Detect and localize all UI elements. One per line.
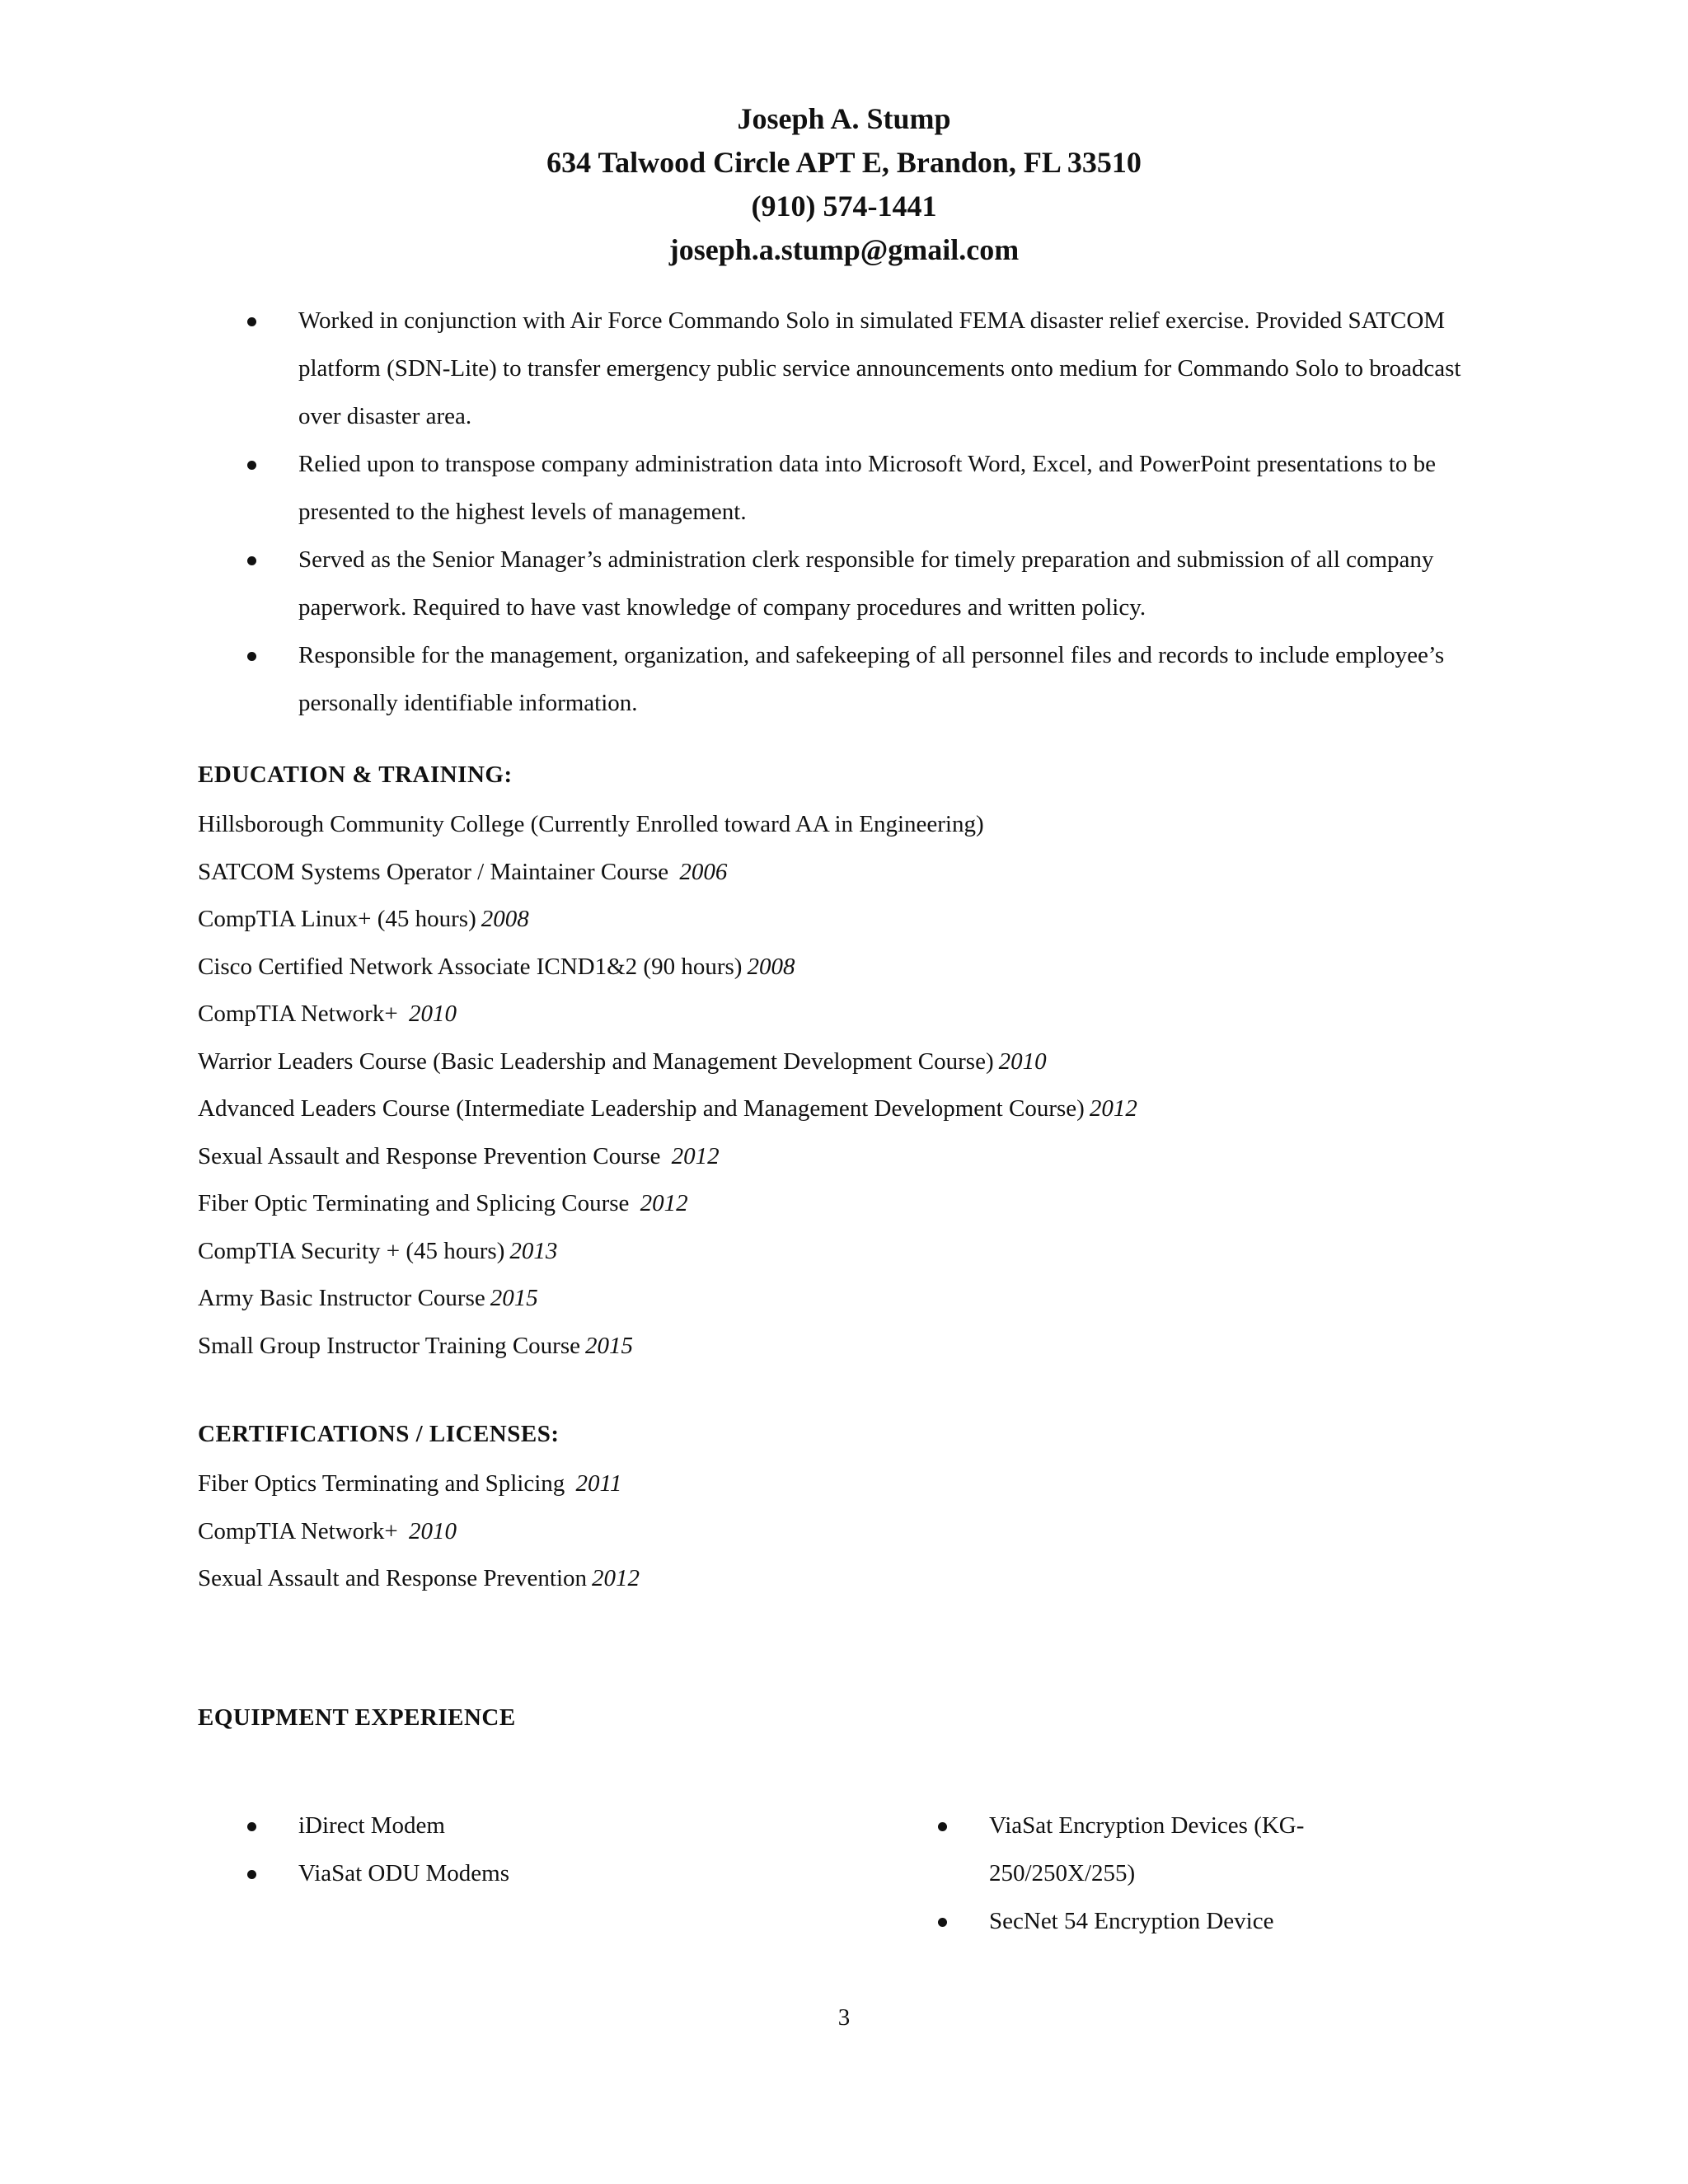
bullet-icon — [247, 1870, 256, 1879]
education-item-text: Army Basic Instructor Course — [198, 1285, 485, 1311]
education-item — [198, 849, 1517, 897]
education-item — [198, 944, 1517, 991]
equipment-item — [938, 1802, 1375, 1897]
education-item-text: Hillsborough Community College (Currently Enrolled toward AA in Engineering) — [198, 811, 984, 837]
bullet-icon — [938, 1918, 947, 1927]
certification-item — [198, 1460, 1517, 1508]
education-item — [198, 991, 1517, 1038]
certifications-list — [198, 1460, 1517, 1603]
equipment-item — [247, 1802, 890, 1849]
education-item — [198, 1133, 1517, 1181]
equipment-item-text: ViaSat ODU Modems — [298, 1860, 510, 1886]
education-item — [198, 1275, 1517, 1323]
equipment-item — [247, 1849, 890, 1897]
candidate-address: 634 Talwood Circle APT E, Brandon, FL 33510 — [546, 146, 1142, 179]
education-item — [198, 1038, 1517, 1086]
education-item-year: 2012 — [1089, 1095, 1137, 1122]
education-item — [198, 1085, 1517, 1133]
education-item-year: 2010 — [998, 1047, 1047, 1075]
experience-bullet-text: Relied upon to transpose company administration data into Microsoft Word, Excel, and PowerPoint presentations to be presented to the highest levels of management. — [298, 451, 1437, 525]
resume-header — [0, 97, 1688, 272]
certification-item-text: Fiber Optics Terminating and Splicing — [198, 1470, 571, 1497]
education-item-year: 2008 — [747, 953, 795, 980]
equipment-section-title: EQUIPMENT EXPERIENCE — [198, 1704, 516, 1731]
education-item-text: SATCOM Systems Operator / Maintainer Course — [198, 858, 675, 885]
experience-bullet-list — [247, 297, 1500, 727]
education-item-text: Small Group Instructor Training Course — [198, 1332, 580, 1359]
equipment-list-left — [247, 1802, 890, 1897]
certification-item-year: 2011 — [575, 1470, 622, 1497]
education-item-text: CompTIA Security + (45 hours) — [198, 1237, 505, 1264]
bullet-icon — [247, 556, 256, 565]
equipment-item — [938, 1897, 1375, 1945]
experience-bullet — [247, 536, 1500, 631]
education-item-year: 2015 — [585, 1332, 633, 1359]
certifications-section-title: CERTIFICATIONS / LICENSES: — [198, 1421, 560, 1447]
page-number: 3 — [837, 2004, 851, 2031]
certification-item-year: 2012 — [592, 1565, 640, 1591]
experience-bullet-text: Responsible for the management, organization, and safekeeping of all personnel files and records to include employee’s personally identifiable information. — [298, 642, 1445, 716]
education-item — [198, 1180, 1517, 1228]
education-item — [198, 801, 1517, 849]
education-item — [198, 1323, 1517, 1371]
experience-bullet — [247, 440, 1500, 536]
education-item-text: CompTIA Network+ — [198, 1001, 404, 1027]
certification-item — [198, 1508, 1517, 1556]
experience-bullet — [247, 631, 1500, 727]
education-item-text: Fiber Optic Terminating and Splicing Course — [198, 1190, 635, 1216]
education-item-year: 2010 — [408, 1001, 457, 1027]
education-item-text: Sexual Assault and Response Prevention Course — [198, 1142, 667, 1169]
education-item-text: CompTIA Linux+ (45 hours) — [198, 906, 476, 932]
certification-item-text: CompTIA Network+ — [198, 1517, 404, 1544]
education-item-year: 2012 — [640, 1190, 688, 1216]
equipment-item-text: ViaSat Encryption Devices (KG-250/250X/255) — [989, 1812, 1305, 1886]
bullet-icon — [938, 1822, 947, 1831]
equipment-item-text: iDirect Modem — [298, 1812, 445, 1839]
education-section-title: EDUCATION & TRAINING: — [198, 762, 513, 788]
education-item — [198, 896, 1517, 944]
certification-item-text: Sexual Assault and Response Prevention — [198, 1565, 588, 1591]
experience-bullet — [247, 297, 1500, 440]
education-item-year: 2008 — [481, 906, 529, 932]
education-list — [198, 801, 1517, 1370]
education-item-text: Warrior Leaders Course (Basic Leadership and Management Development Course) — [198, 1047, 994, 1075]
bullet-icon — [247, 317, 256, 326]
education-item — [198, 1228, 1517, 1276]
equipment-item-text: SecNet 54 Encryption Device — [989, 1908, 1274, 1934]
education-item-year: 2012 — [671, 1142, 720, 1169]
education-item-year: 2006 — [679, 858, 728, 885]
education-item-text: Cisco Certified Network Associate ICND1&2 (90 hours) — [198, 953, 743, 980]
bullet-icon — [247, 1822, 256, 1831]
equipment-list-right — [938, 1802, 1375, 1945]
experience-bullet-text: Served as the Senior Manager’s administration clerk responsible for timely preparation and submission of all company paperwork. Required to have vast knowledge of company procedures and written policy. — [298, 546, 1434, 621]
education-item-year: 2015 — [490, 1285, 538, 1311]
certification-item — [198, 1555, 1517, 1603]
experience-bullet-text: Worked in conjunction with Air Force Commando Solo in simulated FEMA disaster relief exercise. Provided SATCOM platform (SDN-Lite) to transfer emergency public service announcements onto medium for Commando Solo to broadcast over disaster area. — [298, 307, 1461, 429]
candidate-name: Joseph A. Stump — [737, 102, 951, 135]
education-item-text: Advanced Leaders Course (Intermediate Leadership and Management Development Course) — [198, 1095, 1085, 1122]
bullet-icon — [247, 461, 256, 470]
certification-item-year: 2010 — [408, 1517, 457, 1544]
candidate-phone: (910) 574-1441 — [751, 190, 937, 223]
education-item-year: 2013 — [509, 1237, 558, 1264]
candidate-email: joseph.a.stump@gmail.com — [668, 233, 1020, 266]
bullet-icon — [247, 652, 256, 661]
